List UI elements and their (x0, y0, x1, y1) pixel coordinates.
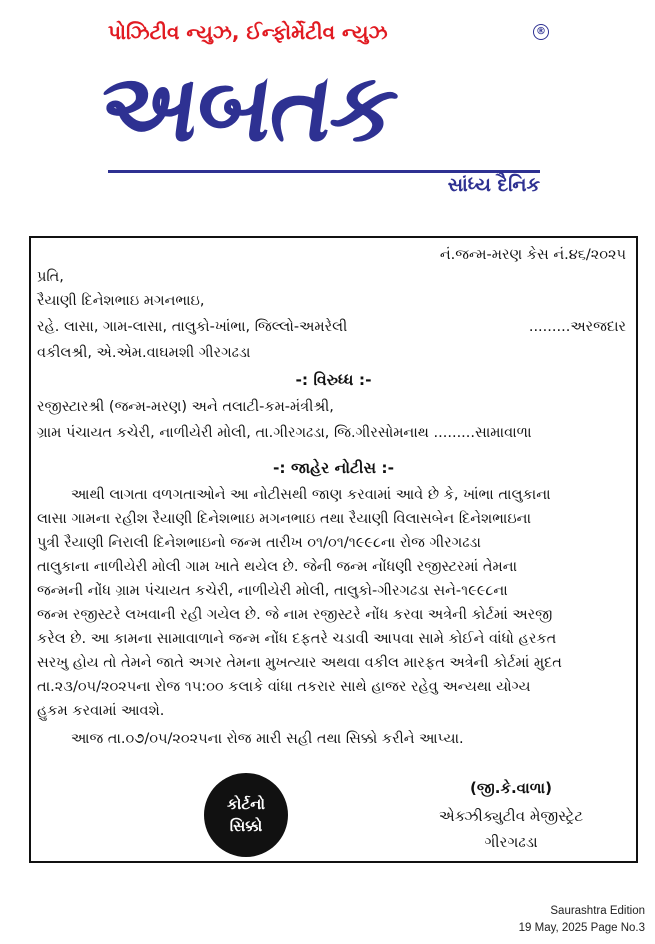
body-line: હુકમ કરવામાં આવશે. (37, 703, 165, 719)
respondent-line-2: ગ્રામ પંચાયત કચેરી, નાળીયેરી મોલી, તા.ગીરગઢડા, જિ.ગીરસોમનાથ .........સામાવાળા (37, 425, 532, 441)
court-seal (204, 773, 288, 857)
masthead-rule (108, 170, 540, 173)
edition-name: Saurashtra Edition (550, 905, 645, 917)
seal-line-1: કોર્ટનો (227, 795, 265, 813)
to-label: પ્રતિ, (37, 269, 64, 285)
body-line: તાલુકાના નાળીયેરી મોલી ગામ ખાતે થયેલ છે. જેની જન્મ નોંધણી રજીસ્ટરમાં તેમના (37, 559, 518, 575)
body-line: પુત્રી રૈયાણી નિરાલી દિનેશભાઇનો જન્મ તારીખ ૦૧/૦૧/૧૯૯૮ના રોજ ગીરગઢડા (37, 535, 481, 551)
advocate-line: વકીલશ્રી, એ.એમ.વાઘમશી ગીરગઢડા (37, 345, 251, 361)
applicant-address: રહે. લાસા, ગામ-લાસા, તાલુકો-ખાંભા, જિલ્લો-અમરેલી (37, 319, 348, 335)
body-line: જન્મ રજીસ્ટરે લખવાની રહી ગયેલ છે. જે નામ રજીસ્ટરે નોંધ કરવા અત્રેની કોર્ટમાં અરજી (37, 607, 553, 623)
registered-mark: ® (533, 24, 549, 40)
closing-line: આજ તા.૦૭/૦૫/૨૦૨૫ના રોજ મારી સહી તથા સિક્કો કરીને આપ્યા. (71, 731, 464, 747)
body-line: જન્મની નોંધ ગ્રામ પંચાયત કચેરી, નાળીયેરી મોલી, તાલુકો-ગીરગઢડા સને-૧૯૯૮ના (37, 583, 508, 599)
case-number: નં.જન્મ-મરણ કેસ નં.૪૬/૨૦૨૫ (439, 247, 626, 263)
signatory-place: ગીરગઢડા (484, 833, 538, 851)
body-line: કરેલ છે. આ કામના સામાવાળાને જન્મ નોંધ દફતરે ચડાવી આપવા સામે કોઈને વાંધો હરકત (37, 631, 557, 647)
seal-line-2: સિક્કો (229, 817, 263, 835)
body-line: લાસા ગામના રહીશ રૈયાણી દિનેશભાઇ મગનભાઇ તથા રૈયાણી વિલાસબેન દિનેશભાઇના (37, 511, 532, 527)
notice-heading: -: જાહેર નોટીસ :- (272, 459, 395, 477)
versus-heading: -: વિરુધ્ધ :- (295, 371, 372, 389)
signatory-title: એક્ઝીક્યુટીવ મેજીસ્ટ્રેટ (438, 807, 584, 825)
edition-info (519, 903, 645, 937)
edition-date-page: 19 May, 2025 Page No.3 (518, 922, 645, 934)
applicant-role: .........અરજદાર (528, 319, 626, 335)
public-notice-box (29, 236, 638, 863)
body-line: સરખુ હોય તો તેમને જાતે અગર તેમના મુખત્યાર અથવા વકીલ મારફત અત્રેની કોર્ટમાં મુદત (37, 655, 562, 671)
respondent-line-1: રજીસ્ટારશ્રી (જન્મ-મરણ) અને તલાટી-કમ-મંત્રીશ્રી, (37, 399, 334, 415)
body-line: આથી લાગતા વળગતાઓને આ નોટીસથી જાણ કરવામાં આવે છે કે, ખાંભા તાલુકાના (71, 487, 551, 503)
tagline: પોઝિટીવ ન્યુઝ, ઈન્ફોર્મેટીવ ન્યુઝ (108, 20, 388, 44)
newspaper-logo: અબતક (92, 54, 404, 163)
masthead-subtitle: સાંધ્ય દૈનિક (447, 174, 540, 196)
body-line: તા.૨૩/૦૫/૨૦૨૫ના રોજ ૧૫:૦૦ કલાકે વાંધા તકરાર સાથે હાજર રહેવુ અન્યથા યોગ્ય (37, 679, 531, 695)
signatory-name: (જી.કે.વાળા) (470, 779, 552, 797)
applicant-name: રૈયાણી દિનેશભાઇ મગનભાઇ, (37, 293, 205, 309)
masthead (0, 0, 655, 215)
